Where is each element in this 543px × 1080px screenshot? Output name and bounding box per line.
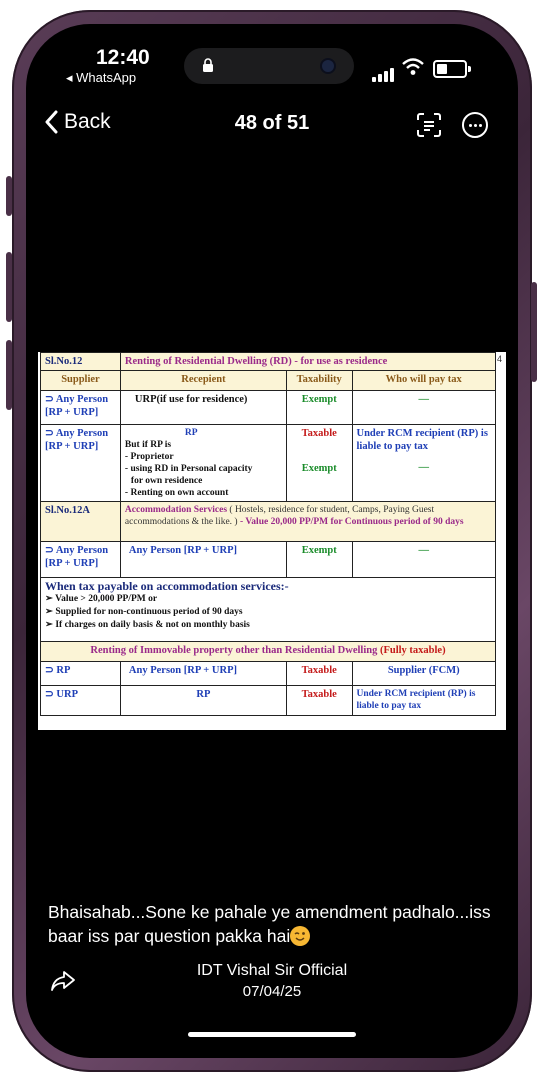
service-value: - Value 20,000 PP/PM for Continuous period of 90 days xyxy=(239,517,464,527)
lock-icon xyxy=(202,58,214,72)
payer-rcm: Under RCM recipient (RP) is liable to pay tax xyxy=(356,428,488,452)
taxability-cell xyxy=(286,425,352,502)
col-header-recipient: Recepient xyxy=(120,371,286,391)
recipient-line: - using RD in Personal capacity xyxy=(124,464,253,474)
battery-icon xyxy=(433,60,467,78)
service-name: Accommodation Services xyxy=(124,505,228,515)
recipient-line: - Renting on own account xyxy=(124,488,229,498)
col-header-payer: Who will pay tax xyxy=(352,371,496,391)
when-taxable-item: ➢ Supplied for non-continuous period of 90 days xyxy=(45,607,243,617)
immovable-property-title xyxy=(41,642,496,662)
supplier-cell: ⊃ RP xyxy=(41,662,121,686)
accommodation-desc xyxy=(120,502,495,542)
when-taxable-box xyxy=(41,578,496,642)
taxability-cell: Exempt xyxy=(286,542,352,578)
supplier-cell: ⊃ Any Person [RP + URP] xyxy=(41,425,121,502)
table-row xyxy=(41,662,496,686)
recipient-cell: URP(if use for residence) xyxy=(120,391,286,425)
service-desc: ( Hostels, residence for student, Camps, Paying Guest accommodations & the like. ) xyxy=(124,505,435,527)
page-number: 4 xyxy=(496,354,502,364)
recipient-cell: RP xyxy=(120,686,286,716)
table-row xyxy=(41,642,496,662)
caption-text: Bhaisahab...Sone ke pahale ye amendment padhalo...iss baar iss par question pakka hai xyxy=(48,902,491,946)
media-counter: 48 of 51 xyxy=(234,112,310,134)
power-button xyxy=(531,282,537,382)
when-taxable-title: When tax payable on accommodation services:- xyxy=(45,579,289,593)
home-indicator[interactable] xyxy=(188,1032,356,1037)
screen xyxy=(26,24,518,1058)
supplier-cell: ⊃ URP xyxy=(41,686,121,716)
table-row xyxy=(41,502,496,542)
tax-table xyxy=(40,352,496,716)
sl-no-12: Sl.No.12 xyxy=(41,353,121,371)
when-taxable-item: ➢ If charges on daily basis & not on monthly basis xyxy=(45,620,250,630)
viewer-nav-bar xyxy=(26,106,518,146)
table-row xyxy=(41,542,496,578)
taxability-taxable: Taxable xyxy=(301,428,337,439)
taxability-cell: Taxable xyxy=(286,662,352,686)
recipient-cell: Any Person [RP + URP] xyxy=(120,542,286,578)
scan-text-icon[interactable] xyxy=(416,112,442,138)
recipient-cell: Any Person [RP + URP] xyxy=(120,662,286,686)
supplier-cell: ⊃ Any Person [RP + URP] xyxy=(41,391,121,425)
document-image xyxy=(38,352,506,730)
recipient-line: But if RP is xyxy=(124,440,172,450)
immovable-title: Renting of Immovable property other than Residential Dwelling xyxy=(90,645,378,656)
section-title-rd: Renting of Residential Dwelling (RD) - for use as residence xyxy=(120,353,495,371)
table-row xyxy=(41,578,496,642)
fully-taxable-tag: (Fully taxable) xyxy=(379,645,446,656)
col-header-supplier: Supplier xyxy=(41,371,121,391)
payer-none: — xyxy=(418,462,429,473)
wifi-icon xyxy=(402,58,424,76)
message-caption xyxy=(48,900,498,948)
volume-up-button xyxy=(6,252,12,322)
status-bar xyxy=(26,24,518,94)
sender-name: IDT Vishal Sir Official xyxy=(196,962,348,979)
winking-face-emoji-icon xyxy=(290,926,310,946)
payer-cell: Supplier (FCM) xyxy=(352,662,496,686)
more-options-icon[interactable] xyxy=(462,112,488,138)
back-to-app-link[interactable]: ◂ WhatsApp xyxy=(66,70,137,85)
sl-no-12a: Sl.No.12A xyxy=(41,502,121,542)
back-label: Back xyxy=(64,110,111,133)
recipient-cell xyxy=(120,425,286,502)
table-row xyxy=(41,425,496,502)
status-time: 12:40 xyxy=(96,46,150,69)
col-header-taxability: Taxability xyxy=(286,371,352,391)
recipient-rp: RP xyxy=(184,428,198,438)
header-row xyxy=(41,371,496,391)
recipient-line: - Proprietor xyxy=(124,452,174,462)
payer-cell: — xyxy=(352,391,496,425)
recipient-line: for own residence xyxy=(130,476,203,486)
payer-cell xyxy=(352,425,496,502)
camera-icon xyxy=(322,60,334,72)
table-row xyxy=(41,391,496,425)
supplier-cell: ⊃ Any Person [RP + URP] xyxy=(41,542,121,578)
payer-cell: Under RCM recipient (RP) is liable to pay tax xyxy=(352,686,496,716)
taxability-cell: Taxable xyxy=(286,686,352,716)
action-button xyxy=(6,176,12,216)
volume-down-button xyxy=(6,340,12,410)
payer-cell: — xyxy=(352,542,496,578)
taxability-exempt: Exempt xyxy=(301,463,337,474)
cellular-signal-icon xyxy=(372,64,396,82)
sent-date: 07/04/25 xyxy=(242,983,302,1000)
table-row xyxy=(41,686,496,716)
when-taxable-item: ➢ Value > 20,000 PP/PM or xyxy=(45,594,158,604)
taxability-cell: Exempt xyxy=(286,391,352,425)
